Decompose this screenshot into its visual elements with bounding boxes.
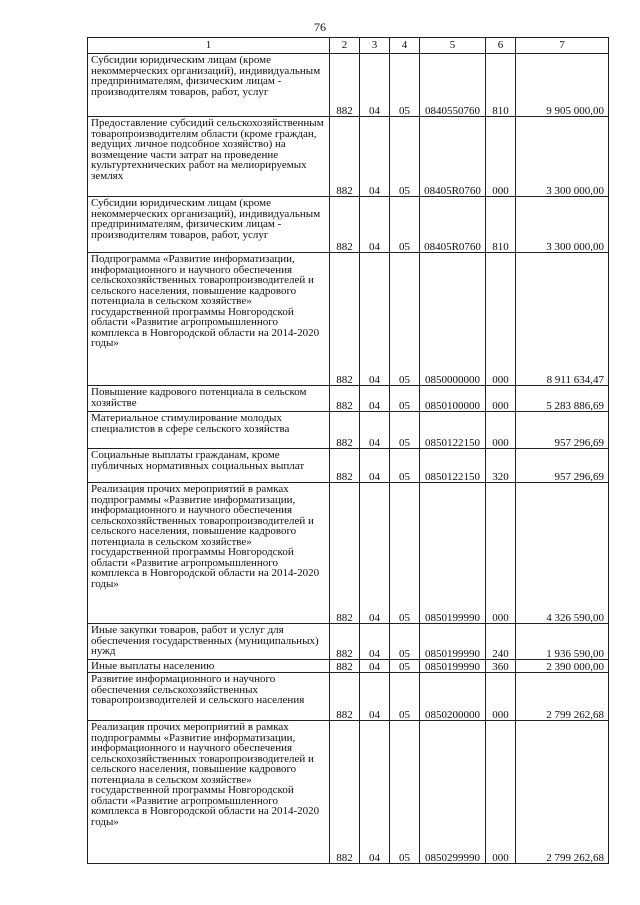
cell-target-article: 0850199990 <box>420 483 486 624</box>
cell-amount: 5 283 886,69 <box>516 386 609 412</box>
cell-subsection: 05 <box>390 197 420 253</box>
cell-expense-type: 320 <box>486 449 516 483</box>
cell-admin-code: 882 <box>330 660 360 673</box>
cell-expense-type: 000 <box>486 673 516 721</box>
cell-admin-code: 882 <box>330 483 360 624</box>
cell-admin-code: 882 <box>330 673 360 721</box>
cell-expense-type: 810 <box>486 54 516 117</box>
cell-target-article: 0850100000 <box>420 386 486 412</box>
cell-target-article: 0850200000 <box>420 673 486 721</box>
table-row <box>88 483 609 624</box>
table-row <box>88 449 609 483</box>
cell-section: 04 <box>360 117 390 197</box>
row-name: Развитие информационного и научного обеспечения сельскохозяйственных товаропроизводителей и сельского населения <box>88 673 330 721</box>
row-name: Повышение кадрового потенциала в сельском хозяйстве <box>88 386 330 412</box>
table-row <box>88 197 609 253</box>
cell-section: 04 <box>360 673 390 721</box>
cell-subsection: 05 <box>390 54 420 117</box>
cell-admin-code: 882 <box>330 386 360 412</box>
column-header: 6 <box>486 38 516 54</box>
cell-subsection: 05 <box>390 412 420 449</box>
table-row <box>88 54 609 117</box>
cell-section: 04 <box>360 412 390 449</box>
column-header: 4 <box>390 38 420 54</box>
cell-section: 04 <box>360 721 390 864</box>
row-name: Субсидии юридическим лицам (кроме некоммерческих организаций), индивидуальным предпринимателям, физическим лицам - производителям товаров, работ, услуг <box>88 197 330 253</box>
cell-target-article: 0850199990 <box>420 624 486 660</box>
cell-target-article: 0850000000 <box>420 253 486 386</box>
cell-subsection: 05 <box>390 673 420 721</box>
cell-admin-code: 882 <box>330 412 360 449</box>
cell-amount: 3 300 000,00 <box>516 197 609 253</box>
budget-table <box>87 37 609 864</box>
table-row <box>88 386 609 412</box>
cell-admin-code: 882 <box>330 197 360 253</box>
cell-amount: 3 300 000,00 <box>516 117 609 197</box>
cell-amount: 2 390 000,00 <box>516 660 609 673</box>
cell-section: 04 <box>360 624 390 660</box>
cell-subsection: 05 <box>390 624 420 660</box>
cell-expense-type: 360 <box>486 660 516 673</box>
cell-section: 04 <box>360 54 390 117</box>
cell-subsection: 05 <box>390 660 420 673</box>
column-header: 1 <box>88 38 330 54</box>
column-header: 2 <box>330 38 360 54</box>
cell-target-article: 0850122150 <box>420 412 486 449</box>
row-name: Предоставление субсидий сельскохозяйственным товаропроизводителям области (кроме граждан, ведущих личное подсобное хозяйство) на возмещение части затрат на проведение культуртехнических работ на мелиорируемых землях <box>88 117 330 197</box>
cell-section: 04 <box>360 660 390 673</box>
cell-admin-code: 882 <box>330 624 360 660</box>
cell-expense-type: 000 <box>486 721 516 864</box>
row-name: Реализация прочих мероприятий в рамках подпрограммы «Развитие информатизации, информационного и научного обеспечения сельскохозяйственных товаропроизводителей и сельского населения, повышение кадрового потенциала в сельском хозяйстве» государственной программы Новгородской области «Развитие агропромышленного комплекса в Новгородской области на 2014-2020 годы» <box>88 483 330 624</box>
cell-section: 04 <box>360 449 390 483</box>
table-row <box>88 253 609 386</box>
row-name: Реализация прочих мероприятий в рамках подпрограммы «Развитие информатизации, информационного и научного обеспечения сельскохозяйственных товаропроизводителей и сельского населения, повышение кадрового потенциала в сельском хозяйстве» государственной программы Новгородской области «Развитие агропромышленного комплекса в Новгородской области на 2014-2020 годы» <box>88 721 330 864</box>
cell-section: 04 <box>360 197 390 253</box>
cell-admin-code: 882 <box>330 253 360 386</box>
cell-target-article: 0850199990 <box>420 660 486 673</box>
cell-subsection: 05 <box>390 253 420 386</box>
cell-expense-type: 240 <box>486 624 516 660</box>
row-name: Иные выплаты населению <box>88 660 330 673</box>
cell-amount: 1 936 590,00 <box>516 624 609 660</box>
table-row <box>88 660 609 673</box>
cell-expense-type: 000 <box>486 253 516 386</box>
column-header: 3 <box>360 38 390 54</box>
cell-expense-type: 000 <box>486 386 516 412</box>
cell-expense-type: 000 <box>486 117 516 197</box>
table-row <box>88 412 609 449</box>
cell-section: 04 <box>360 483 390 624</box>
header-row <box>88 38 609 54</box>
cell-admin-code: 882 <box>330 721 360 864</box>
cell-subsection: 05 <box>390 386 420 412</box>
table-row <box>88 117 609 197</box>
cell-amount: 9 905 000,00 <box>516 54 609 117</box>
cell-subsection: 05 <box>390 449 420 483</box>
cell-subsection: 05 <box>390 117 420 197</box>
cell-target-article: 08405R0760 <box>420 197 486 253</box>
row-name: Подпрограмма «Развитие информатизации, информационного и научного обеспечения сельскохозяйственных товаропроизводителей и сельского населения, повышение кадрового потенциала в сельском хозяйстве» государственной программы Новгородской области «Развитие агропромышленного комплекса в Новгородской области на 2014-2020 годы» <box>88 253 330 386</box>
cell-target-article: 0840550760 <box>420 54 486 117</box>
cell-amount: 957 296,69 <box>516 449 609 483</box>
cell-amount: 8 911 634,47 <box>516 253 609 386</box>
cell-target-article: 0850122150 <box>420 449 486 483</box>
row-name: Субсидии юридическим лицам (кроме некоммерческих организаций), индивидуальным предпринимателям, физическим лицам - производителям товаров, работ, услуг <box>88 54 330 117</box>
cell-amount: 2 799 262,68 <box>516 673 609 721</box>
cell-amount: 4 326 590,00 <box>516 483 609 624</box>
column-header: 7 <box>516 38 609 54</box>
row-name: Материальное стимулирование молодых специалистов в сфере сельского хозяйства <box>88 412 330 449</box>
column-header: 5 <box>420 38 486 54</box>
row-name: Иные закупки товаров, работ и услуг для обеспечения государственных (муниципальных) нужд <box>88 624 330 660</box>
cell-expense-type: 000 <box>486 412 516 449</box>
page-number: 76 <box>314 20 326 34</box>
cell-amount: 957 296,69 <box>516 412 609 449</box>
row-name: Социальные выплаты гражданам, кроме публичных нормативных социальных выплат <box>88 449 330 483</box>
cell-amount: 2 799 262,68 <box>516 721 609 864</box>
cell-admin-code: 882 <box>330 449 360 483</box>
table-row <box>88 673 609 721</box>
table-row <box>88 624 609 660</box>
cell-admin-code: 882 <box>330 117 360 197</box>
cell-expense-type: 810 <box>486 197 516 253</box>
cell-subsection: 05 <box>390 721 420 864</box>
cell-section: 04 <box>360 253 390 386</box>
cell-section: 04 <box>360 386 390 412</box>
cell-admin-code: 882 <box>330 54 360 117</box>
cell-subsection: 05 <box>390 483 420 624</box>
cell-target-article: 0850299990 <box>420 721 486 864</box>
table-row <box>88 721 609 864</box>
cell-expense-type: 000 <box>486 483 516 624</box>
cell-target-article: 08405R0760 <box>420 117 486 197</box>
